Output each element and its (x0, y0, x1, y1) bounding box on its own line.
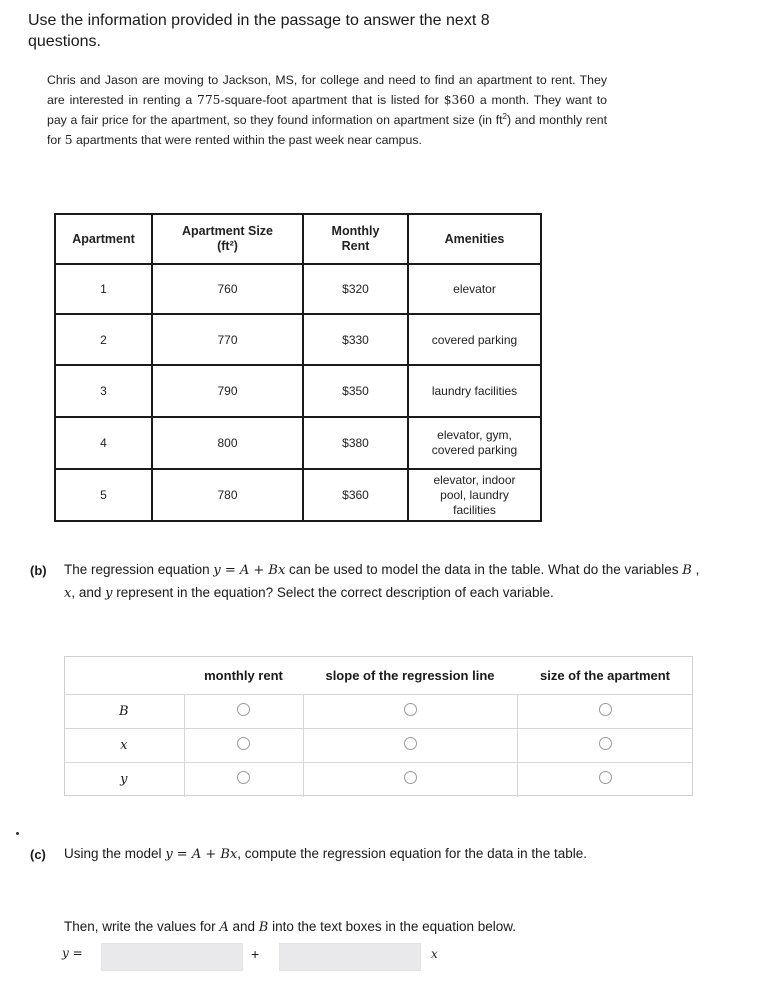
part-c-label: (c) (30, 847, 46, 862)
equation-x: x (431, 947, 438, 961)
bullet-dot (16, 832, 19, 835)
part-b-question: The regression equation y = A + Bx can be used to model the data in the table. What do the variables B , x, and y represent in the equation? Select the correct description of each variable. (64, 562, 700, 601)
header-rent: Monthly Rent (303, 214, 408, 264)
table-row (55, 417, 541, 469)
radio-y-slope[interactable] (404, 771, 417, 784)
row-label-y: y (64, 763, 184, 797)
value-B-input[interactable] (279, 943, 421, 971)
cell-apartment: 5 (55, 469, 152, 521)
cell-apartment: 2 (55, 314, 152, 365)
column-monthly-rent: monthly rent (184, 657, 303, 695)
part-c-equation: y = A + Bx (165, 847, 238, 862)
table-row (55, 365, 541, 417)
cell-rent: $380 (303, 417, 408, 469)
row-label-x: x (64, 729, 184, 763)
table-row (55, 314, 541, 365)
radio-x-monthly-rent[interactable] (237, 737, 250, 750)
part-c-instruction: Then, write the values for A and B into the text boxes in the equation below. (64, 919, 516, 935)
cell-amenities: elevator, indoor pool, laundry facilities (408, 469, 541, 521)
cell-amenities: covered parking (408, 314, 541, 365)
radio-B-slope[interactable] (404, 703, 417, 716)
cell-amenities: laundry facilities (408, 365, 541, 417)
value-A-input[interactable] (101, 943, 243, 971)
cell-apartment: 1 (55, 264, 152, 314)
cell-size: 770 (152, 314, 303, 365)
header-amenities: Amenities (408, 214, 541, 264)
grid-header-row (64, 657, 693, 695)
column-size: size of the apartment (517, 657, 693, 695)
variable-matching-grid (64, 656, 693, 797)
radio-B-monthly-rent[interactable] (237, 703, 250, 716)
radio-x-size[interactable] (599, 737, 612, 750)
cell-apartment: 3 (55, 365, 152, 417)
cell-size: 790 (152, 365, 303, 417)
passage-size: 775 (197, 93, 221, 107)
header-size: Apartment Size (ft²) (152, 214, 303, 264)
apartment-data-table (54, 213, 542, 522)
equation-lhs: y = (62, 946, 83, 960)
cell-amenities: elevator, gym, covered parking (408, 417, 541, 469)
table-header-row (55, 214, 541, 264)
cell-amenities: elevator (408, 264, 541, 314)
part-b-label: (b) (30, 563, 47, 578)
part-b-equation: y = A + Bx (213, 563, 286, 578)
cell-apartment: 4 (55, 417, 152, 469)
cell-rent: $330 (303, 314, 408, 365)
cell-size: 760 (152, 264, 303, 314)
cell-rent: $360 (303, 469, 408, 521)
passage-rent: $360 (443, 93, 475, 107)
grid-row-x (64, 729, 693, 763)
grid-row-y (64, 763, 693, 797)
column-slope: slope of the regression line (303, 657, 517, 695)
grid-corner (64, 657, 184, 695)
radio-x-slope[interactable] (404, 737, 417, 750)
table-row (55, 469, 541, 521)
instructions-heading: Use the information provided in the passage to answer the next 8 questions. (28, 12, 490, 50)
cell-size: 780 (152, 469, 303, 521)
radio-y-size[interactable] (599, 771, 612, 784)
cell-rent: $350 (303, 365, 408, 417)
cell-rent: $320 (303, 264, 408, 314)
cell-size: 800 (152, 417, 303, 469)
part-c-question: Using the model y = A + Bx, compute the regression equation for the data in the table. (64, 846, 587, 862)
header-apartment: Apartment (55, 214, 152, 264)
passage-text: Chris and Jason are moving to Jackson, MS, for college and need to find an apartment to rent. They are interested in renting a 775-square-foot apartment that is listed for $360 a month. They want to pay a fair price for the apartment, so they found information on apartment size (in $ft^2$) and monthly rent for 5 apartments that were rented within the past week near campus. (47, 73, 607, 147)
passage-count: 5 (64, 133, 73, 147)
radio-y-monthly-rent[interactable] (237, 771, 250, 784)
row-label-B: B (64, 695, 184, 729)
table-row (55, 264, 541, 314)
plus-sign: + (251, 946, 260, 962)
radio-B-size[interactable] (599, 703, 612, 716)
grid-row-B (64, 695, 693, 729)
